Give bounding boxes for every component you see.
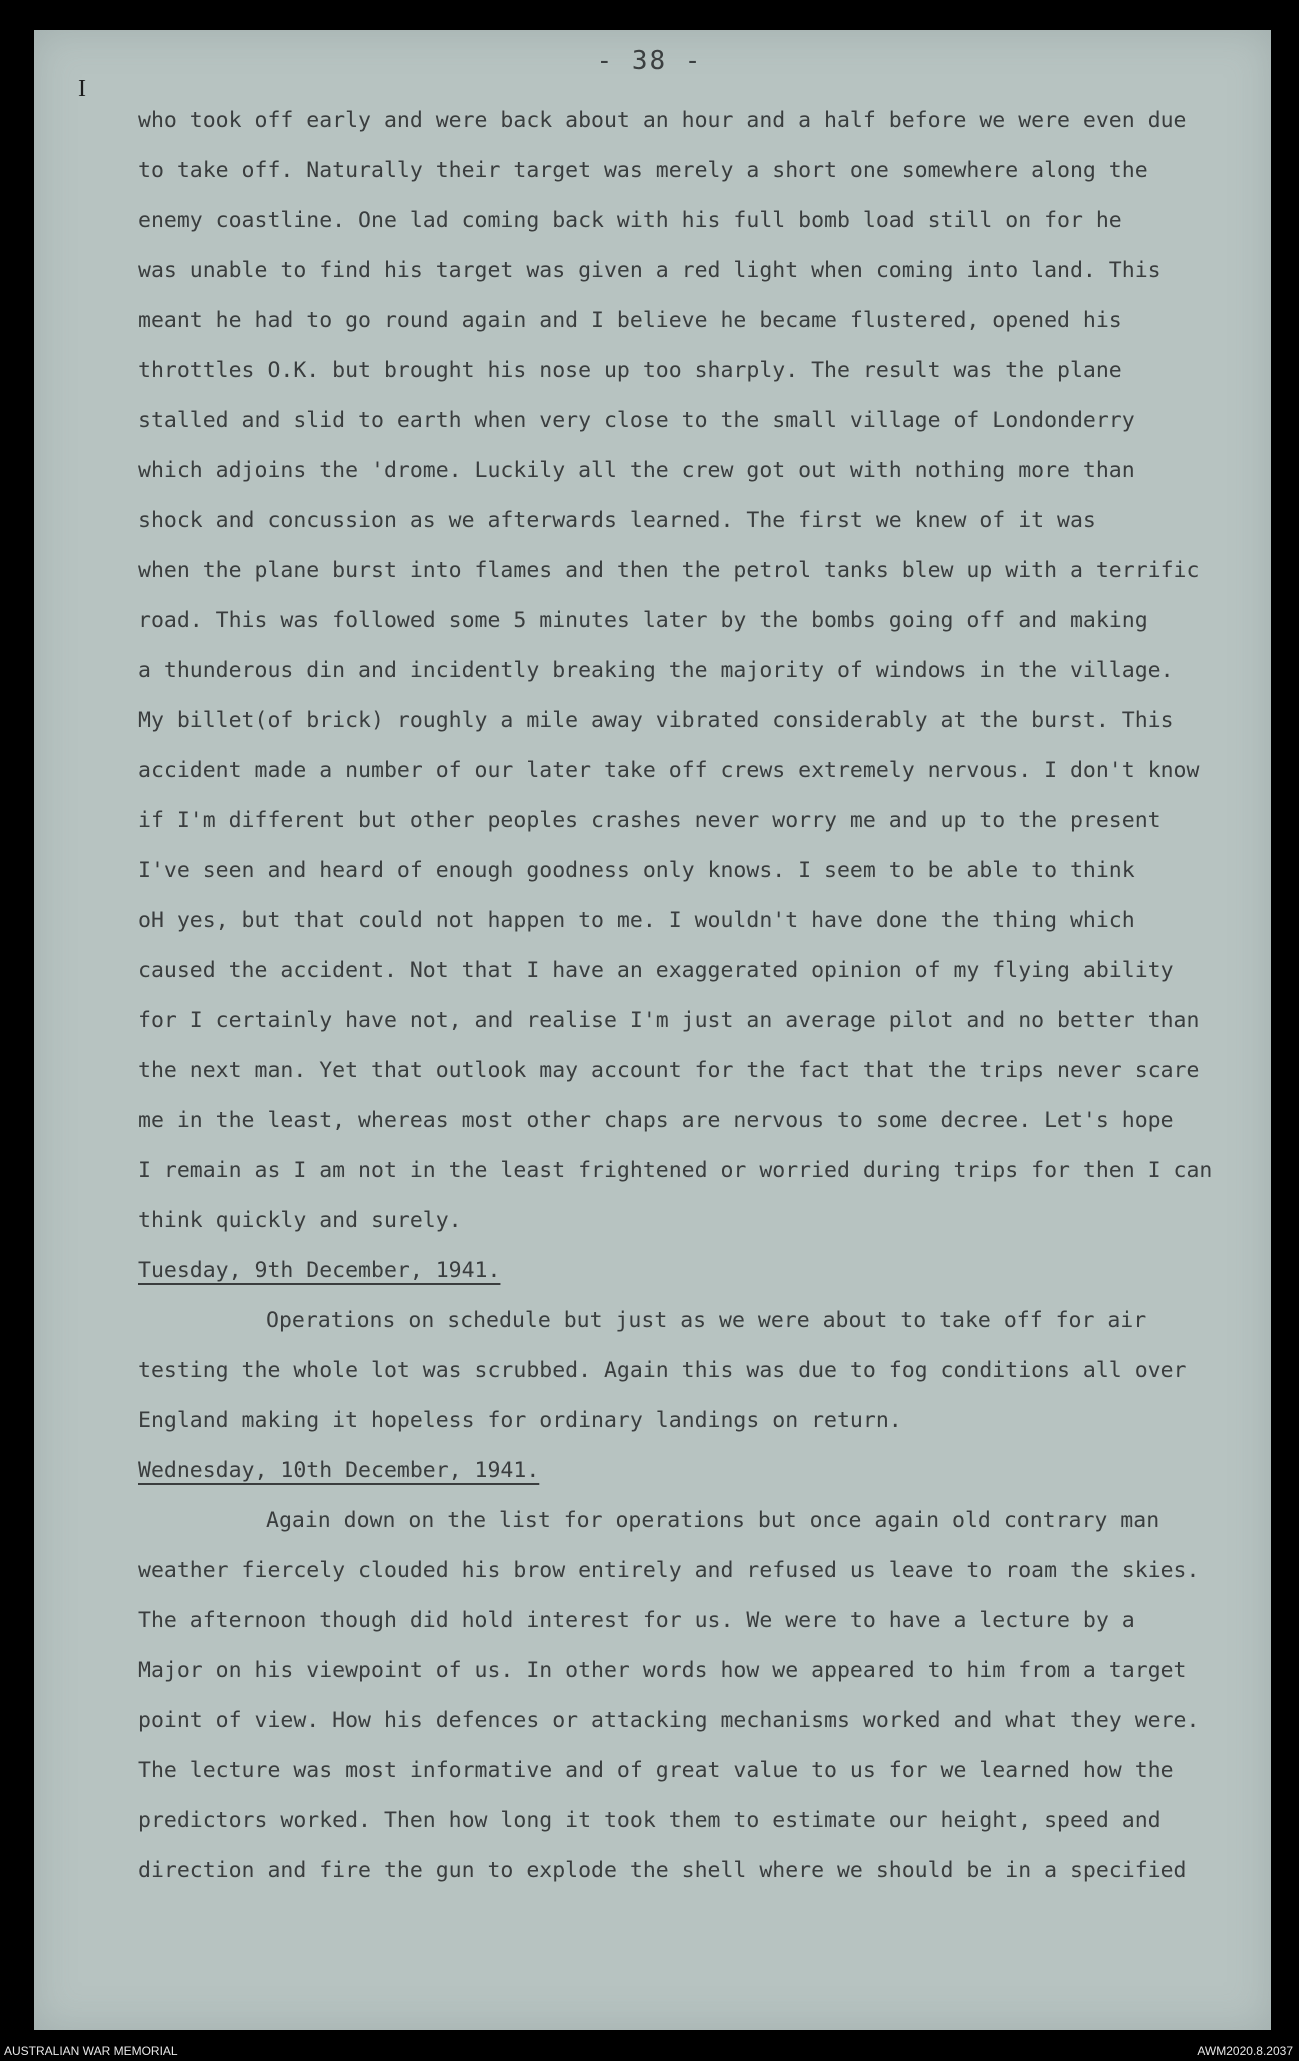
- footer-institution: AUSTRALIAN WAR MEMORIAL: [4, 2044, 178, 2058]
- text-line: if I'm different but other peoples crashes never worry me and up to the present: [138, 808, 1161, 833]
- text-line: I've seen and heard of enough goodness only knows. I seem to be able to think: [138, 858, 1135, 883]
- text-line: which adjoins the 'drome. Luckily all the crew got out with nothing more than: [138, 458, 1135, 483]
- text-line: meant he had to go round again and I believe he became flustered, opened his: [138, 308, 1122, 333]
- text-line: point of view. How his defences or attacking mechanisms worked and what they were.: [138, 1708, 1200, 1733]
- text-line: shock and concussion as we afterwards learned. The first we knew of it was: [138, 508, 1096, 533]
- text-line: testing the whole lot was scrubbed. Again this was due to fog conditions all over: [138, 1358, 1187, 1383]
- typed-text-body: [138, 96, 1218, 1896]
- text-line: Again down on the list for operations but once again old contrary man: [266, 1508, 1160, 1533]
- text-line: predictors worked. Then how long it took them to estimate our height, speed and: [138, 1808, 1161, 1833]
- text-line: who took off early and were back about an hour and a half before we were even due: [138, 108, 1187, 133]
- text-line: accident made a number of our later take off crews extremely nervous. I don't know: [138, 758, 1200, 783]
- text-line: caused the accident. Not that I have an exaggerated opinion of my flying ability: [138, 958, 1174, 983]
- text-line: think quickly and surely.: [138, 1208, 462, 1233]
- text-line: My billet(of brick) roughly a mile away vibrated considerably at the burst. This: [138, 708, 1174, 733]
- text-line: I remain as I am not in the least frightened or worried during trips for then I can: [138, 1158, 1213, 1183]
- text-line: when the plane burst into flames and then the petrol tanks blew up with a terrific: [138, 558, 1200, 583]
- date-heading: [138, 1246, 1218, 1296]
- text-line: to take off. Naturally their target was merely a short one somewhere along the: [138, 158, 1148, 183]
- date-heading: [138, 1446, 1218, 1496]
- text-line: throttles O.K. but brought his nose up too sharply. The result was the plane: [138, 358, 1122, 383]
- text-line: weather fiercely clouded his brow entirely and refused us leave to roam the skies.: [138, 1558, 1200, 1583]
- margin-mark: I: [78, 76, 86, 102]
- text-line: the next man. Yet that outlook may account for the fact that the trips never scare: [138, 1058, 1200, 1083]
- date-heading-text: Wednesday, 10th December, 1941.: [138, 1458, 540, 1483]
- text-line: England making it hopeless for ordinary landings on return.: [138, 1408, 902, 1433]
- text-line: The afternoon though did hold interest for us. We were to have a lecture by a: [138, 1608, 1135, 1633]
- text-line: stalled and slid to earth when very close to the small village of Londonderry: [138, 408, 1135, 433]
- text-line: The lecture was most informative and of great value to us for we learned how the: [138, 1758, 1174, 1783]
- date-heading-text: Tuesday, 9th December, 1941.: [138, 1258, 501, 1283]
- text-line: Operations on schedule but just as we were about to take off for air: [266, 1308, 1147, 1333]
- text-line: for I certainly have not, and realise I'm just an average pilot and no better than: [138, 1008, 1200, 1033]
- text-line: was unable to find his target was given a red light when coming into land. This: [138, 258, 1161, 283]
- footer-accession-number: AWM2020.8.2037: [1197, 2044, 1293, 2058]
- text-line: me in the least, whereas most other chaps are nervous to some decree. Let's hope: [138, 1108, 1174, 1133]
- text-line: enemy coastline. One lad coming back with his full bomb load still on for he: [138, 208, 1122, 233]
- text-line: direction and fire the gun to explode the shell where we should be in a specified: [138, 1858, 1187, 1883]
- text-line: oH yes, but that could not happen to me. I wouldn't have done the thing which: [138, 908, 1135, 933]
- text-line: Major on his viewpoint of us. In other words how we appeared to him from a target: [138, 1658, 1187, 1683]
- text-line: a thunderous din and incidently breaking the majority of windows in the village.: [138, 658, 1174, 683]
- text-line: road. This was followed some 5 minutes later by the bombs going off and making: [138, 608, 1148, 633]
- page-number: - 38 -: [596, 46, 703, 76]
